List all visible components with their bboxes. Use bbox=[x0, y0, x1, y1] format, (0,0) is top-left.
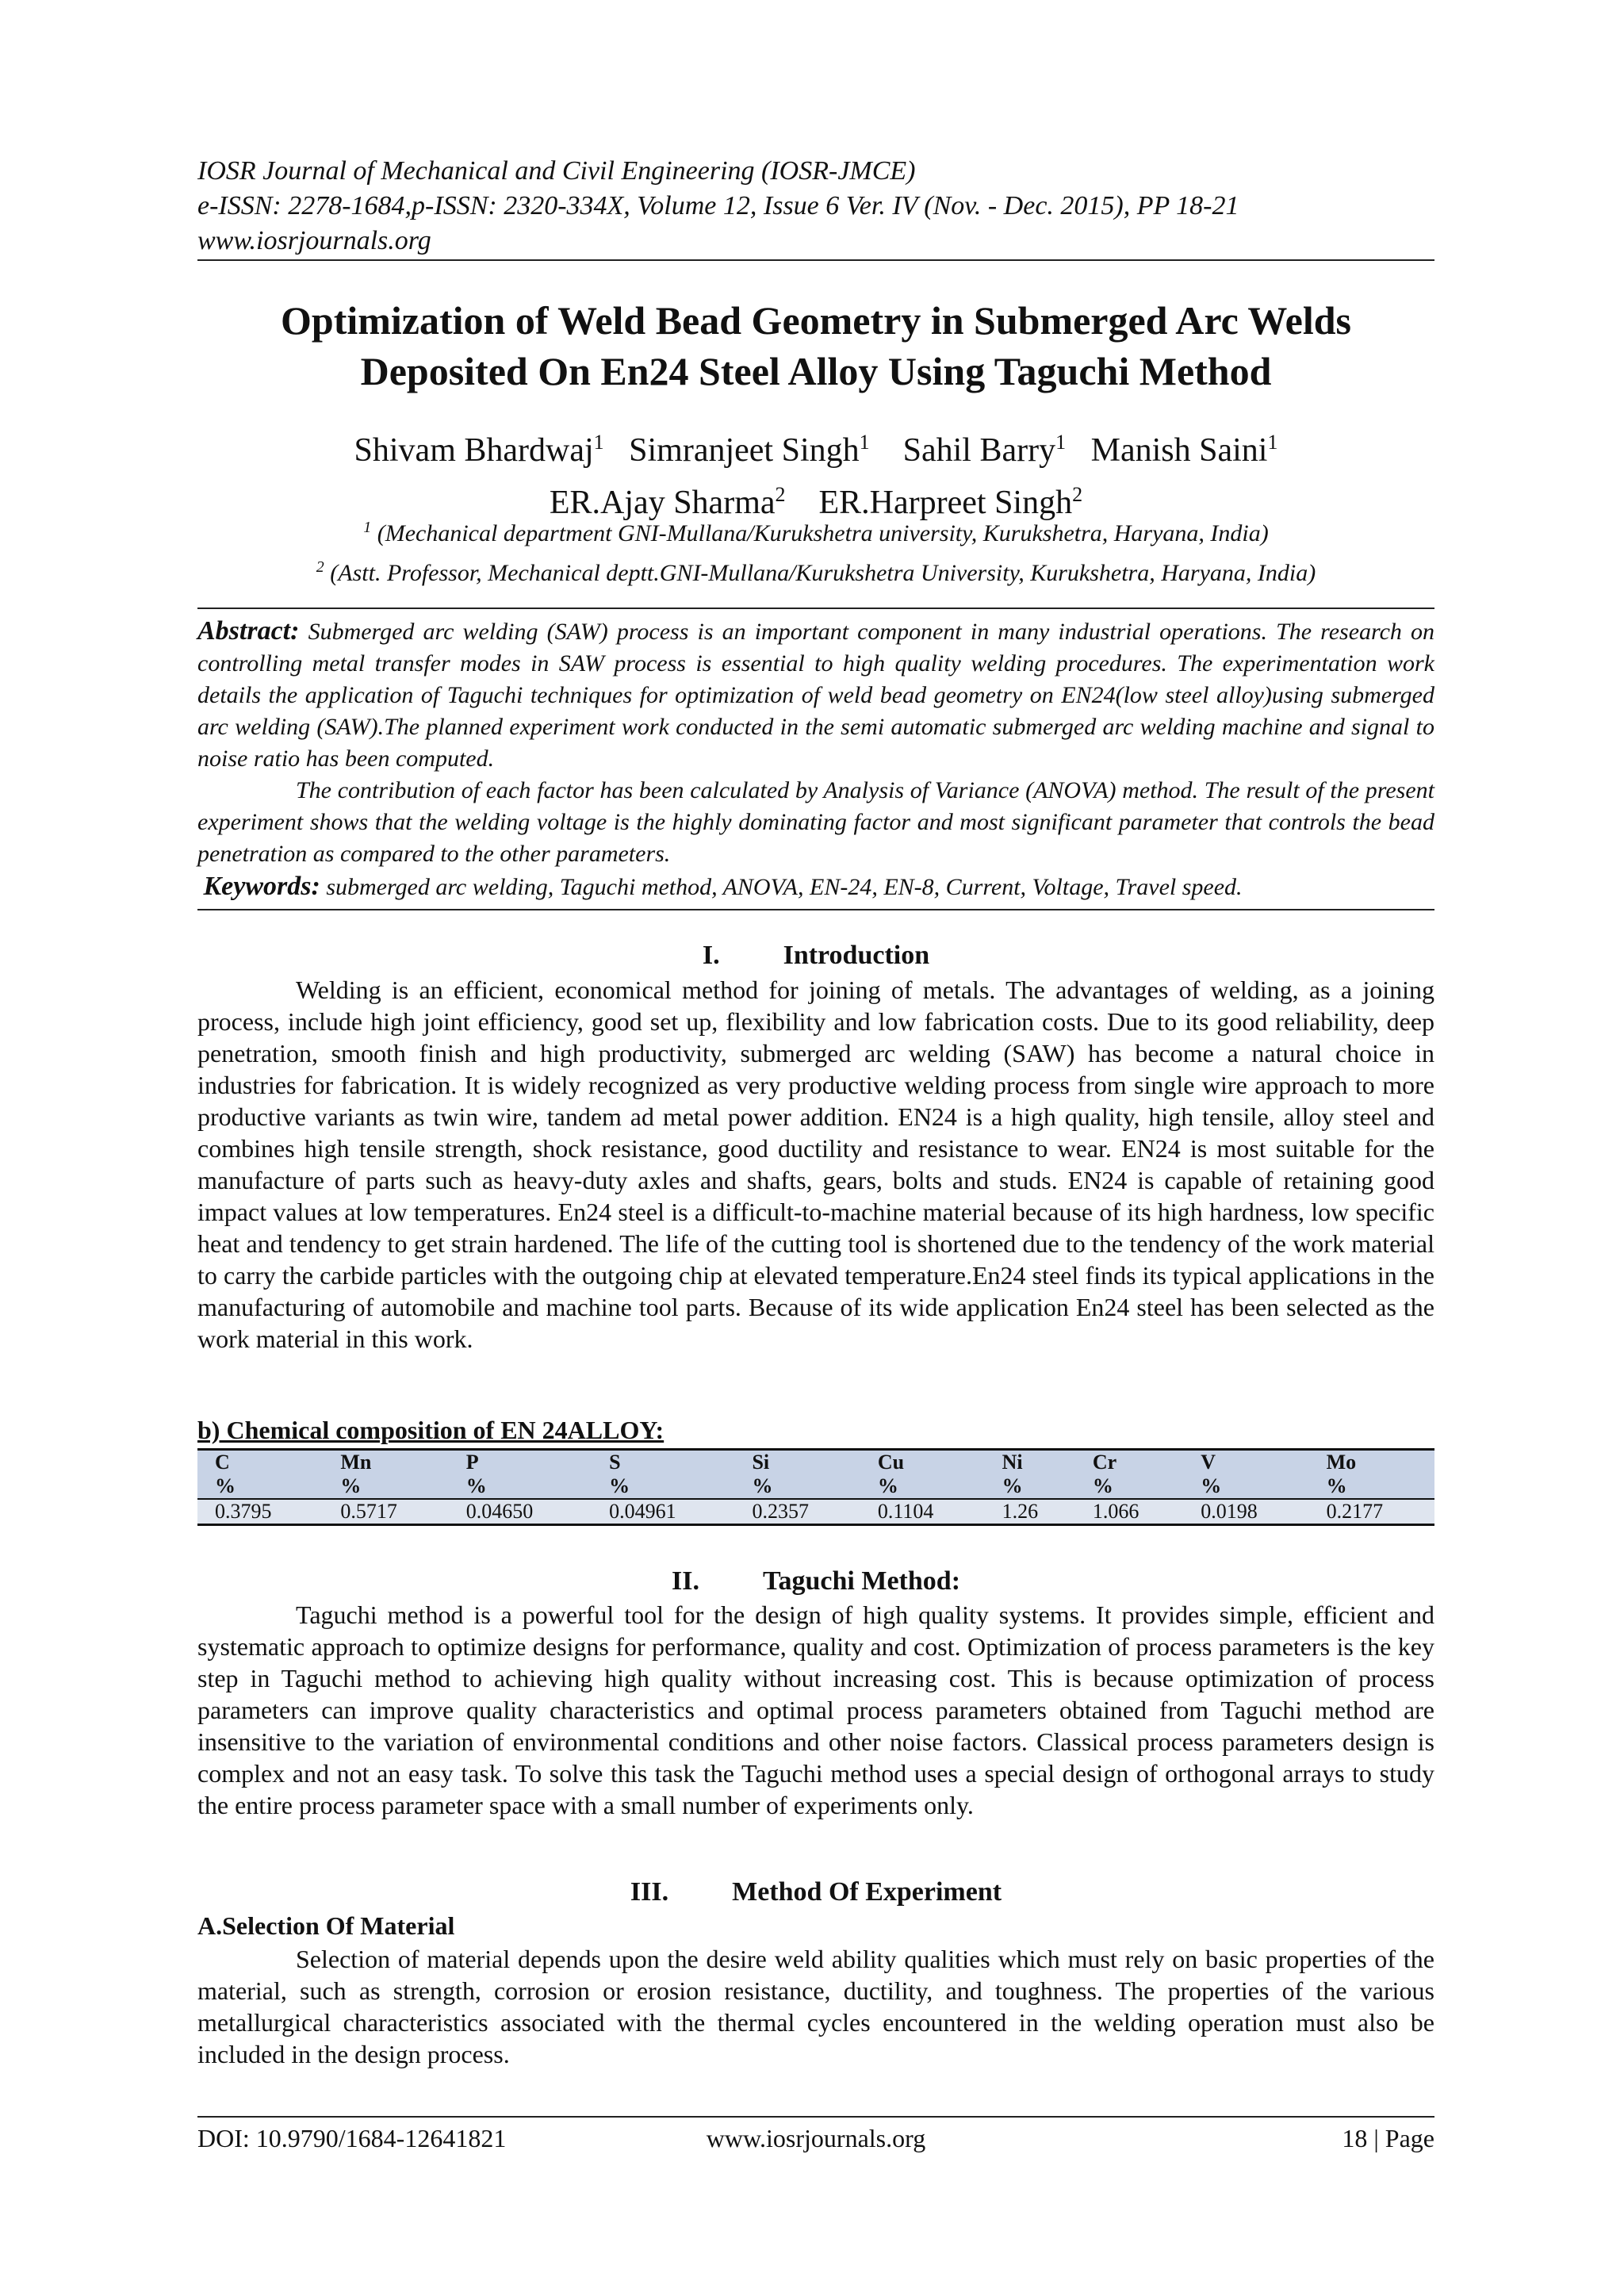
section-heading-introduction bbox=[197, 938, 1434, 973]
section-number: II. bbox=[671, 1566, 699, 1596]
author-name: Shivam Bhardwaj bbox=[354, 432, 594, 469]
author-sup: 1 bbox=[859, 431, 870, 454]
taguchi-paragraph: Taguchi method is a powerful tool for the design of high quality systems. It provides simple, efficient and systematic approach to optimize designs for performance, quality and cost. Optimization of process parameters is the key step in Taguchi method to achieving high quality without increasing cost. This is because optimization of process parameters can improve quality characteristics and optimal process parameters obtained from Taguchi method are insensitive to the variation of environmental conditions and other noise factors. Classical process parameters design is complex and not an easy task. To solve this task the Taguchi method uses a special design of orthogonal arrays to study the entire process parameter space with a small number of experiments only. bbox=[197, 1600, 1434, 1819]
abstract-text: Submerged arc welding (SAW) process is an important component in many industrial operations. The research on controlling metal transfer modes in SAW process is essential to high quality welding procedures. The experimentation work details the application of Taguchi techniques for optimization of weld bead geometry on EN24(low steel alloy)using submerged arc welding (SAW).The planned experiment work conducted in the semi automatic submerged arc welding machine and signal to noise ratio has been computed. bbox=[197, 619, 1435, 772]
section-number: I. bbox=[702, 941, 720, 970]
author-sup: 1 bbox=[1055, 431, 1067, 454]
author-sup: 2 bbox=[775, 483, 786, 506]
table-unit-cell: % bbox=[449, 1474, 592, 1499]
table-value-row bbox=[197, 1499, 1434, 1525]
keywords-text: submerged arc welding, Taguchi method, ANOVA, EN-24, EN-8, Current, Voltage, Travel speed. bbox=[326, 874, 1243, 900]
table-value-cell: 1.26 bbox=[985, 1499, 1075, 1525]
table-unit-cell: % bbox=[985, 1474, 1075, 1499]
affiliation-2 bbox=[197, 550, 1434, 590]
chemical-composition-table bbox=[197, 1448, 1434, 1526]
title-line-2: Deposited On En24 Steel Alloy Using Taguchi Method bbox=[360, 349, 1272, 393]
table-header-row bbox=[197, 1450, 1434, 1475]
author-sup: 2 bbox=[1072, 483, 1083, 506]
introduction-body bbox=[197, 974, 1434, 1355]
method-body bbox=[197, 1943, 1434, 2070]
keywords bbox=[197, 871, 1434, 903]
footer-rule bbox=[197, 2116, 1434, 2118]
table-unit-cell: % bbox=[323, 1474, 448, 1499]
table-header-cell: V bbox=[1183, 1450, 1308, 1475]
table-unit-row bbox=[197, 1474, 1434, 1499]
footer-page-number: 18 | Page bbox=[1342, 2124, 1434, 2152]
table-value-cell: 0.5717 bbox=[323, 1499, 448, 1525]
table-header-cell: Cu bbox=[860, 1450, 985, 1475]
table-header-cell: Cr bbox=[1075, 1450, 1183, 1475]
section-number: III. bbox=[630, 1877, 669, 1907]
table-unit-cell: % bbox=[1075, 1474, 1183, 1499]
author-name: ER.Harpreet Singh bbox=[818, 485, 1073, 521]
table-unit-cell: % bbox=[860, 1474, 985, 1499]
journal-website[interactable]: www.iosrjournals.org bbox=[197, 226, 431, 255]
affiliation-sup: 1 bbox=[363, 519, 372, 536]
table-value-cell: 1.066 bbox=[1075, 1499, 1183, 1525]
abstract-paragraph-2: The contribution of each factor has been calculated by Analysis of Variance (ANOVA) method. The result of the present experiment shows that the welding voltage is the highly dominating factor and most significant parameter that controls the bead penetration as compared to the other parameters. bbox=[197, 777, 1434, 867]
table-value-cell: 0.2357 bbox=[734, 1499, 860, 1525]
author-sup: 1 bbox=[593, 431, 604, 454]
taguchi-body bbox=[197, 1599, 1434, 1821]
table-caption: b) Chemical composition of EN 24ALLOY: bbox=[197, 1416, 665, 1444]
table-value-cell: 0.1104 bbox=[860, 1499, 985, 1525]
table-unit-cell: % bbox=[1309, 1474, 1434, 1499]
author-name: ER.Ajay Sharma bbox=[549, 485, 776, 521]
table-value-cell: 0.04961 bbox=[592, 1499, 734, 1525]
author-name: Manish Saini bbox=[1090, 432, 1268, 469]
section-title: Method Of Experiment bbox=[732, 1877, 1002, 1907]
author-name: Sahil Barry bbox=[902, 432, 1056, 469]
authors-line-1 bbox=[197, 420, 1434, 473]
subsection-heading: A.Selection Of Material bbox=[197, 1911, 455, 1940]
section-title: Taguchi Method: bbox=[762, 1566, 961, 1596]
table-header-cell: Mo bbox=[1309, 1450, 1434, 1475]
table-header-cell: Mn bbox=[323, 1450, 448, 1475]
table-header-cell: C bbox=[197, 1450, 323, 1475]
table-unit-cell: % bbox=[734, 1474, 860, 1499]
journal-name: IOSR Journal of Mechanical and Civil Engineering (IOSR-JMCE) bbox=[197, 156, 916, 186]
journal-header bbox=[197, 154, 1434, 259]
footer-doi: DOI: 10.9790/1684-12641821 bbox=[197, 2124, 507, 2152]
table-unit-cell: % bbox=[1183, 1474, 1308, 1499]
abstract-rule-bottom bbox=[197, 909, 1434, 910]
affiliation-text: (Mechanical department GNI-Mullana/Kurukshetra university, Kurukshetra, Haryana, India) bbox=[377, 520, 1269, 546]
table-unit-cell: % bbox=[197, 1474, 323, 1499]
paper-title bbox=[197, 295, 1434, 397]
table-value-cell: 0.0198 bbox=[1183, 1499, 1308, 1525]
author-sup: 1 bbox=[1267, 431, 1278, 454]
affiliations bbox=[197, 511, 1434, 590]
table-unit-cell: % bbox=[592, 1474, 734, 1499]
footer-website[interactable]: www.iosrjournals.org bbox=[706, 2124, 926, 2152]
table-header-cell: Si bbox=[734, 1450, 860, 1475]
section-heading-method bbox=[197, 1875, 1434, 1910]
table-header-cell: P bbox=[449, 1450, 592, 1475]
abstract-label: Abstract: bbox=[197, 616, 300, 646]
keywords-label: Keywords: bbox=[203, 872, 320, 901]
section-heading-taguchi bbox=[197, 1564, 1434, 1599]
affiliation-sup: 2 bbox=[316, 558, 324, 576]
abstract bbox=[197, 615, 1434, 870]
table-value-cell: 0.3795 bbox=[197, 1499, 323, 1525]
abstract-rule-top bbox=[197, 608, 1434, 609]
introduction-paragraph: Welding is an efficient, economical method for joining of metals. The advantages of welding, as a joining process, include high joint efficiency, good set up, flexibility and low fabrication costs. Due to its good reliability, deep penetration, smooth finish and high productivity, submerged arc welding (SAW) has become a natural choice in industries for fabrication. It is widely recognized as very productive welding process from single wire approach to more productive variants as twin wire, tandem ad metal power addition. EN24 is a high quality, high tensile, alloy steel and combines high tensile strength, shock resistance, good ductility and resistance to wear. EN24 is most suitable for the manufacture of parts such as heavy-duty axles and shafts, gears, bolts and studs. EN24 is capable of retaining good impact values at low temperatures. En24 steel is a difficult-to-machine material because of its high hardness, low specific heat and tendency to get strain hardened. The life of the cutting tool is shortened due to the tendency of the work material to carry the carbide particles with the outgoing chip at elevated temperature.En24 steel finds its typical applications in the manufacturing of automobile and machine tool parts. Because of its wide application En24 steel has been selected as the work material in this work. bbox=[197, 976, 1434, 1353]
affiliation-1 bbox=[197, 511, 1434, 550]
table-value-cell: 0.04650 bbox=[449, 1499, 592, 1525]
author-list bbox=[197, 420, 1434, 525]
table-value-cell: 0.2177 bbox=[1309, 1499, 1434, 1525]
section-title: Introduction bbox=[783, 941, 930, 970]
table-header-cell: Ni bbox=[985, 1450, 1075, 1475]
author-name: Simranjeet Singh bbox=[629, 432, 860, 469]
journal-issn: e-ISSN: 2278-1684,p-ISSN: 2320-334X, Volume 12, Issue 6 Ver. IV (Nov. - Dec. 2015), PP 18-21 bbox=[197, 191, 1239, 220]
title-line-1: Optimization of Weld Bead Geometry in Submerged Arc Welds bbox=[281, 298, 1351, 343]
method-paragraph: Selection of material depends upon the desire weld ability qualities which must rely on basic properties of the material, such as strength, corrosion or erosion resistance, ductility, and toughness. The properties of the various metallurgical characteristics associated with the thermal cycles encountered in the welding operation must also be included in the design process. bbox=[197, 1945, 1434, 2068]
header-rule bbox=[197, 259, 1434, 261]
table-header-cell: S bbox=[592, 1450, 734, 1475]
affiliation-text: (Astt. Professor, Mechanical deptt.GNI-Mullana/Kurukshetra University, Kurukshetra, Haryana, India) bbox=[330, 560, 1316, 586]
abstract-paragraph-1 bbox=[197, 615, 1434, 775]
